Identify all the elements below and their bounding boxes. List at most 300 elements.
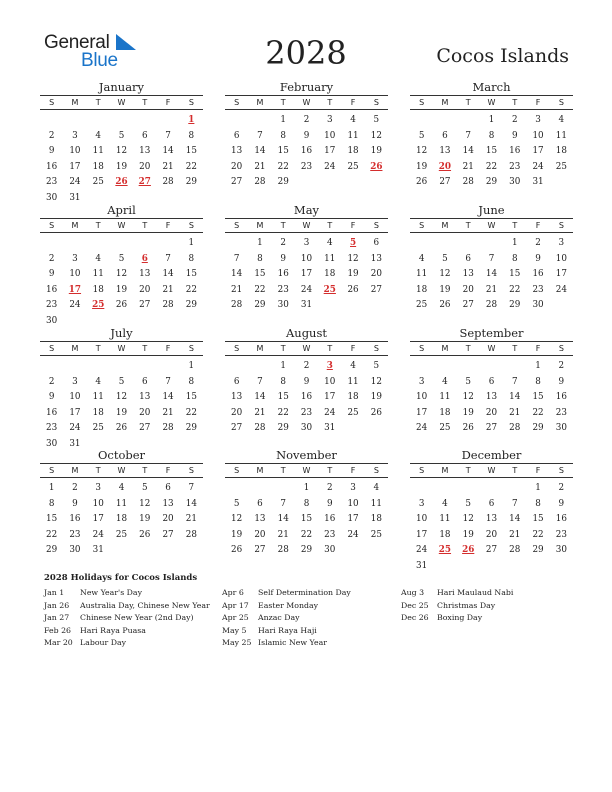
holiday-entry	[401, 587, 513, 600]
day-cell: 14	[509, 392, 521, 402]
day-cell: 18	[115, 514, 128, 524]
day-cell: 7	[511, 376, 518, 387]
day-grid	[40, 236, 203, 329]
holiday-date: May 5	[222, 625, 247, 635]
day-cell: 19	[347, 269, 359, 279]
month-february	[225, 80, 388, 191]
weekday-label: W	[302, 344, 311, 353]
day-cell: 6	[165, 483, 171, 493]
day-cell: 3	[558, 238, 565, 248]
day-cell: 16	[324, 514, 336, 524]
day-cell: 19	[115, 407, 128, 418]
day-grid	[40, 113, 203, 206]
day-cell: 14	[485, 269, 498, 279]
day-cell: 8	[280, 130, 286, 141]
day-cell: 14	[254, 146, 266, 156]
day-cell: 24	[347, 529, 359, 540]
day-cell: 25	[92, 177, 104, 187]
day-cell: 22	[277, 407, 289, 418]
month-name: August	[285, 326, 327, 340]
day-cell: 21	[231, 284, 243, 295]
day-cell: 10	[555, 253, 567, 264]
empty-day-cell	[248, 359, 271, 375]
day-cell: 11	[416, 269, 428, 279]
month-june	[410, 203, 573, 314]
weekday-label: S	[373, 344, 379, 353]
day-cell: 23	[277, 284, 289, 295]
day-cell: 30	[324, 545, 336, 555]
day-cell: 28	[254, 423, 266, 433]
weekday-label: S	[234, 98, 240, 107]
day-cell: 9	[48, 146, 55, 156]
day-cell: 2	[48, 130, 55, 141]
holiday-date: Jan 27	[44, 613, 70, 622]
day-grid	[225, 113, 388, 191]
day-cell: 27	[231, 423, 243, 433]
day-cell: 21	[509, 407, 521, 418]
holiday-column	[401, 587, 513, 625]
day-cell: 11	[439, 514, 451, 524]
day-cell: 8	[188, 376, 195, 387]
weekday-label: F	[165, 466, 171, 475]
day-cell: 10	[532, 130, 544, 141]
day-cell: 1	[280, 361, 286, 371]
day-cell: 15	[277, 146, 289, 156]
weekday-label: T	[465, 221, 471, 230]
weekday-label: T	[465, 344, 471, 353]
holiday-name: Chinese New Year (2nd Day)	[80, 613, 194, 622]
day-cell: 30	[555, 545, 567, 555]
holiday-name: Australia Day, Chinese New Year	[80, 600, 210, 610]
day-cell: 19	[115, 161, 128, 172]
empty-day-cell	[156, 236, 179, 252]
day-cell: 28	[185, 529, 197, 540]
day-cell: 27	[485, 423, 498, 433]
day-cell: 13	[162, 498, 174, 509]
day-cell: 20	[139, 407, 151, 418]
weekday-label: S	[234, 466, 240, 475]
empty-day-cell	[225, 359, 248, 375]
empty-day-cell	[40, 113, 63, 129]
day-cell: 22	[277, 161, 289, 172]
day-cell: 15	[185, 269, 197, 279]
day-cell: 9	[303, 376, 310, 387]
day-cell: 21	[162, 284, 174, 295]
weekday-label: T	[280, 98, 286, 107]
day-cell: 7	[188, 483, 195, 493]
weekday-label: W	[302, 466, 311, 475]
day-cell: 20	[139, 284, 151, 295]
day-cell: 4	[418, 253, 425, 264]
day-cell: 20	[231, 407, 243, 418]
empty-day-cell	[433, 359, 456, 375]
day-cell: 2	[303, 361, 310, 371]
day-cell: 18	[439, 407, 451, 418]
day-cell: 5	[373, 115, 380, 125]
day-cell: 25	[115, 529, 128, 540]
weekday-label: T	[327, 344, 333, 353]
day-cell: 27	[439, 177, 451, 187]
weekday-label: F	[165, 221, 171, 230]
holiday-entry	[44, 587, 210, 600]
day-cell: 10	[416, 514, 428, 524]
month-name: May	[293, 203, 320, 217]
day-grid	[410, 481, 573, 574]
day-cell: 4	[373, 483, 380, 493]
day-cell: 7	[165, 253, 171, 264]
day-cell: 15	[485, 146, 498, 156]
weekday-label: M	[256, 221, 264, 230]
day-cell: 27	[370, 284, 382, 295]
empty-day-cell	[480, 481, 503, 497]
day-cell: 17	[324, 146, 336, 156]
day-cell: 2	[511, 115, 518, 125]
day-cell: 10	[347, 498, 359, 509]
day-cell: 30	[509, 177, 521, 187]
day-cell: 11	[92, 392, 104, 402]
month-name: March	[472, 80, 511, 94]
empty-day-cell	[457, 236, 480, 252]
day-cell: 24	[92, 529, 104, 540]
day-cell: 27	[231, 177, 243, 187]
day-cell: 9	[326, 498, 333, 509]
day-cell: 3	[350, 483, 356, 493]
holiday-date: Jan 26	[44, 600, 70, 610]
day-cell: 15	[185, 146, 197, 156]
empty-day-cell	[87, 113, 110, 129]
day-cell: 13	[370, 253, 382, 264]
day-cell: 3	[418, 376, 425, 387]
day-cell: 19	[370, 146, 382, 156]
day-cell: 23	[555, 529, 567, 540]
day-cell: 19	[231, 529, 243, 540]
day-cell: 3	[535, 115, 541, 125]
holiday-entry	[44, 600, 210, 613]
month-name: December	[461, 448, 522, 462]
holiday-day-cell: 25	[92, 300, 105, 310]
day-cell: 1	[303, 483, 310, 493]
day-cell: 17	[69, 161, 81, 172]
day-cell: 8	[48, 498, 55, 509]
weekday-label: F	[535, 98, 541, 107]
day-cell: 26	[416, 177, 428, 187]
weekday-label: F	[350, 98, 356, 107]
empty-day-cell	[156, 113, 179, 129]
month-name: September	[459, 326, 524, 340]
day-cell: 15	[277, 392, 289, 402]
weekday-header	[40, 218, 203, 233]
day-cell: 3	[72, 376, 78, 387]
day-cell: 23	[532, 284, 544, 295]
day-cell: 31	[300, 300, 313, 310]
weekday-label: T	[95, 221, 101, 230]
day-cell: 20	[485, 529, 498, 540]
weekday-label: S	[373, 466, 379, 475]
holiday-date: Apr 25	[222, 613, 249, 622]
day-cell: 16	[46, 407, 58, 418]
day-cell: 6	[233, 376, 240, 387]
weekday-label: S	[49, 466, 55, 475]
day-cell: 12	[139, 498, 151, 509]
holiday-entry	[222, 637, 351, 650]
day-cell: 5	[465, 498, 471, 509]
day-cell: 31	[69, 438, 81, 449]
day-cell: 28	[162, 177, 174, 187]
day-cell: 1	[535, 483, 541, 493]
day-grid	[40, 359, 203, 452]
day-cell: 7	[257, 376, 263, 387]
weekday-label: M	[441, 344, 449, 353]
day-cell: 5	[118, 376, 125, 387]
day-cell: 6	[233, 130, 240, 141]
empty-day-cell	[503, 359, 526, 375]
day-cell: 16	[532, 269, 544, 279]
empty-day-cell	[457, 113, 480, 129]
day-cell: 27	[462, 300, 474, 310]
day-cell: 6	[488, 376, 495, 387]
holiday-column	[44, 587, 210, 650]
day-cell: 8	[188, 130, 195, 141]
holiday-name: Hari Raya Puasa	[80, 625, 146, 635]
day-cell: 30	[532, 300, 544, 310]
empty-day-cell	[410, 113, 433, 129]
day-cell: 26	[139, 529, 151, 540]
weekday-header	[40, 95, 203, 110]
day-cell: 21	[462, 161, 474, 172]
day-cell: 6	[465, 253, 471, 264]
holiday-day-cell: 6	[141, 253, 148, 264]
logo-text-blue: Blue	[81, 50, 118, 71]
holiday-name: Labour Day	[80, 638, 127, 647]
weekday-label: T	[280, 344, 286, 353]
empty-day-cell	[87, 236, 110, 252]
day-cell: 17	[416, 407, 428, 418]
day-cell: 26	[231, 545, 243, 555]
day-cell: 12	[416, 146, 428, 156]
day-cell: 14	[231, 269, 243, 279]
day-cell: 12	[115, 392, 128, 402]
day-cell: 14	[254, 392, 266, 402]
month-name: June	[478, 203, 505, 217]
day-cell: 7	[165, 130, 171, 141]
day-cell: 16	[277, 269, 289, 279]
country-name: Cocos Islands	[436, 45, 569, 67]
day-cell: 2	[72, 483, 78, 493]
empty-day-cell	[410, 236, 433, 252]
day-cell: 31	[92, 545, 104, 555]
day-grid	[225, 359, 388, 437]
weekday-label: T	[95, 98, 101, 107]
day-cell: 12	[462, 514, 474, 524]
holiday-entry	[222, 600, 351, 613]
day-cell: 13	[139, 269, 151, 279]
empty-day-cell	[457, 359, 480, 375]
weekday-label: T	[512, 344, 518, 353]
day-cell: 17	[532, 146, 544, 156]
weekday-label: M	[71, 98, 79, 107]
holiday-day-cell: 25	[438, 545, 452, 555]
day-cell: 23	[46, 300, 58, 310]
month-name: January	[98, 80, 145, 94]
month-november	[225, 448, 388, 559]
day-cell: 26	[439, 300, 451, 310]
holiday-name: Easter Monday	[258, 600, 319, 610]
day-cell: 14	[277, 514, 289, 524]
weekday-label: W	[302, 221, 311, 230]
holiday-name: Self Determination Day	[258, 588, 351, 597]
day-cell: 10	[69, 392, 81, 402]
day-cell: 25	[439, 423, 451, 433]
day-cell: 8	[488, 130, 495, 141]
month-name: November	[276, 448, 337, 462]
day-cell: 20	[231, 161, 243, 172]
weekday-label: S	[558, 344, 564, 353]
weekday-label: S	[234, 344, 240, 353]
day-cell: 13	[462, 269, 474, 279]
day-cell: 5	[373, 361, 380, 371]
holiday-name: Anzac Day	[258, 613, 300, 622]
day-grid	[410, 113, 573, 191]
day-cell: 22	[46, 529, 58, 540]
day-cell: 20	[462, 284, 474, 295]
weekday-label: S	[419, 344, 425, 353]
day-cell: 11	[115, 498, 128, 509]
day-cell: 20	[139, 161, 151, 172]
day-cell: 3	[326, 115, 333, 125]
day-cell: 9	[48, 392, 55, 402]
day-cell: 9	[72, 498, 78, 509]
empty-day-cell	[410, 359, 433, 375]
weekday-label: T	[465, 98, 471, 107]
weekday-label: T	[280, 466, 286, 475]
empty-day-cell	[225, 236, 248, 252]
day-cell: 29	[277, 423, 289, 433]
day-cell: 5	[118, 253, 125, 264]
weekday-label: F	[350, 344, 356, 353]
weekday-label: S	[419, 221, 425, 230]
day-cell: 8	[280, 376, 286, 387]
month-august	[225, 326, 388, 437]
day-grid	[410, 236, 573, 314]
day-cell: 14	[509, 514, 521, 524]
day-cell: 28	[509, 423, 521, 433]
day-cell: 13	[231, 146, 243, 156]
day-cell: 10	[300, 253, 313, 264]
holiday-date: Apr 6	[222, 588, 244, 597]
weekday-label: M	[441, 466, 449, 475]
day-cell: 28	[162, 423, 174, 433]
day-cell: 19	[462, 529, 474, 540]
day-cell: 2	[48, 253, 55, 264]
day-cell: 11	[555, 130, 567, 141]
weekday-header	[410, 95, 573, 110]
holiday-name: Christmas Day	[437, 600, 496, 610]
day-grid	[40, 481, 203, 559]
day-cell: 17	[324, 392, 336, 402]
day-cell: 20	[162, 514, 174, 524]
day-cell: 25	[555, 161, 567, 172]
weekday-label: W	[117, 344, 126, 353]
day-cell: 24	[324, 161, 336, 172]
day-cell: 22	[300, 529, 313, 540]
page-title-year: 2028	[265, 34, 347, 72]
day-cell: 29	[185, 423, 197, 433]
day-cell: 16	[300, 392, 313, 402]
day-cell: 19	[370, 392, 382, 402]
day-cell: 2	[326, 483, 333, 493]
day-cell: 18	[370, 514, 382, 524]
weekday-label: M	[256, 98, 264, 107]
day-cell: 26	[347, 284, 359, 295]
day-cell: 5	[442, 253, 448, 264]
day-cell: 31	[324, 423, 336, 433]
day-cell: 7	[511, 498, 518, 509]
day-cell: 22	[185, 407, 197, 418]
day-cell: 29	[185, 177, 197, 187]
day-cell: 20	[485, 407, 498, 418]
day-cell: 29	[532, 423, 544, 433]
day-cell: 18	[416, 284, 428, 295]
weekday-label: M	[256, 466, 264, 475]
day-cell: 26	[462, 423, 474, 433]
day-cell: 29	[185, 300, 197, 310]
weekday-label: W	[487, 98, 496, 107]
day-cell: 24	[532, 161, 544, 172]
day-cell: 29	[532, 545, 544, 555]
month-name: February	[279, 80, 334, 94]
day-cell: 15	[532, 392, 544, 402]
day-cell: 7	[257, 130, 263, 141]
empty-day-cell	[63, 359, 86, 375]
day-cell: 25	[347, 161, 359, 172]
weekday-label: T	[465, 466, 471, 475]
weekday-label: M	[71, 344, 79, 353]
day-cell: 21	[509, 529, 521, 540]
day-cell: 5	[465, 376, 471, 387]
day-cell: 5	[141, 483, 148, 493]
day-cell: 21	[485, 284, 498, 295]
holiday-entry	[222, 587, 351, 600]
empty-day-cell	[87, 359, 110, 375]
day-cell: 24	[416, 545, 428, 555]
weekday-label: F	[535, 221, 541, 230]
weekday-label: S	[188, 98, 194, 107]
weekday-label: T	[512, 98, 518, 107]
day-cell: 10	[416, 392, 428, 402]
holiday-column	[222, 587, 351, 650]
day-cell: 16	[555, 514, 567, 524]
month-name: July	[110, 326, 133, 340]
weekday-label: T	[327, 221, 333, 230]
weekday-header	[225, 95, 388, 110]
day-cell: 19	[416, 161, 428, 172]
weekday-label: S	[558, 466, 564, 475]
day-cell: 18	[92, 161, 104, 172]
weekday-header	[40, 463, 203, 478]
day-cell: 2	[280, 238, 286, 248]
day-cell: 22	[532, 529, 544, 540]
weekday-label: S	[419, 466, 425, 475]
day-cell: 3	[303, 238, 310, 248]
day-cell: 18	[439, 529, 451, 540]
day-cell: 19	[115, 284, 128, 295]
empty-day-cell	[63, 113, 86, 129]
holidays-title: 2028 Holidays for Cocos Islands	[44, 573, 198, 583]
day-cell: 11	[92, 146, 104, 156]
day-cell: 16	[46, 161, 58, 172]
empty-day-cell	[433, 113, 456, 129]
weekday-label: S	[188, 466, 194, 475]
